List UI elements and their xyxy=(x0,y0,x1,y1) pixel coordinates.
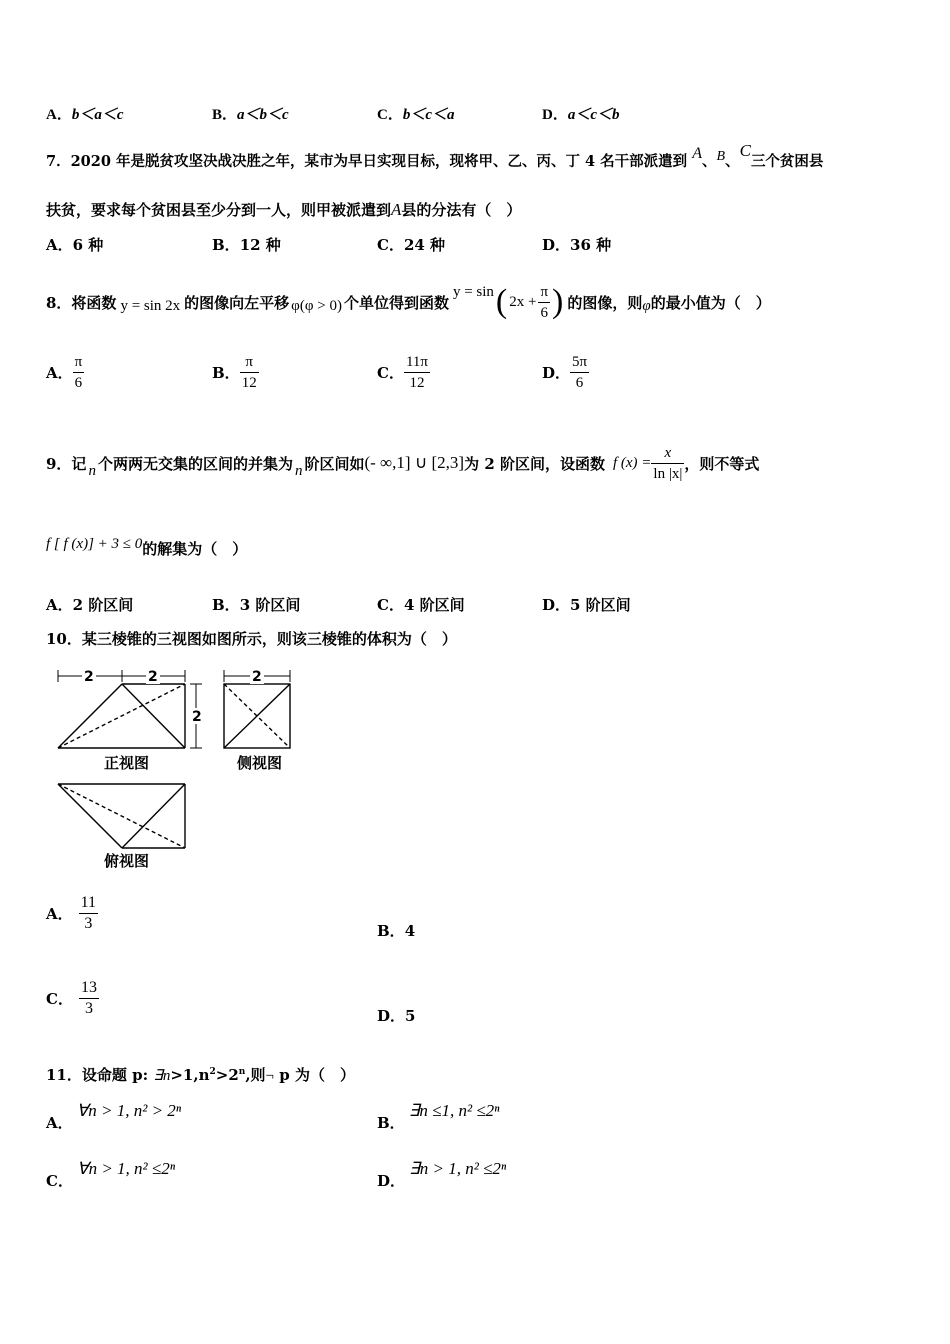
frac-num: x xyxy=(651,443,684,464)
q11-option-d[interactable] xyxy=(377,1158,507,1190)
q8-text: 的图像，则 xyxy=(567,293,643,312)
county-a: A xyxy=(692,145,703,162)
option-frac xyxy=(240,352,259,393)
option-label: B． xyxy=(377,1114,405,1132)
q7-text: 三个贫困县 xyxy=(750,153,824,170)
option-label: D． xyxy=(377,1172,406,1190)
option-label: B． xyxy=(212,107,238,123)
top-view-label: 俯视图 xyxy=(104,852,150,870)
option-label: A． xyxy=(46,236,73,254)
q10-stem: 10．某三棱锥的三视图如图所示，则该三棱锥的体积为（ ） xyxy=(46,630,457,648)
option-label: D． xyxy=(377,1007,406,1025)
frac-num: 13 xyxy=(79,978,99,999)
option-label: A． xyxy=(46,107,72,123)
q9-text: 9．记 xyxy=(46,454,87,473)
option-text: 5 阶区间 xyxy=(570,596,631,614)
option-frac xyxy=(570,352,589,393)
q8-option-a[interactable] xyxy=(46,352,84,393)
q8-option-c[interactable] xyxy=(377,352,430,393)
q11-text: p 为（ ） xyxy=(274,1066,355,1084)
q9-n: n xyxy=(294,462,303,479)
q9-text: 的解集为（ ） xyxy=(142,540,248,558)
q8-phi: φ xyxy=(642,297,651,314)
option-text: 2 阶区间 xyxy=(72,596,134,614)
option-text: 3 阶区间 xyxy=(239,596,301,614)
frac-num: 11 xyxy=(79,893,98,914)
option-expr: a＜b＜c xyxy=(237,107,289,123)
option-text: 4 xyxy=(404,922,416,940)
q9-text: ，则不等式 xyxy=(684,454,760,473)
option-label: C． xyxy=(46,1172,73,1190)
q10-option-c[interactable] xyxy=(46,978,99,1019)
q9-option-d[interactable] xyxy=(542,594,631,615)
option-label: C． xyxy=(377,364,404,382)
dim-label: 2 xyxy=(192,709,202,725)
option-expr: ∃n ≤1, n² ≤2ⁿ xyxy=(408,1101,500,1120)
q7-stem-line2 xyxy=(46,199,521,220)
option-text: 5 xyxy=(405,1007,416,1025)
option-label: D． xyxy=(542,364,571,382)
q8-text: 8．将函数 xyxy=(46,293,117,312)
q8-f1: y = sin 2x xyxy=(120,297,181,314)
option-label: B． xyxy=(212,364,240,382)
q7-option-d[interactable] xyxy=(542,234,611,255)
option-label: D． xyxy=(542,107,568,123)
q9-text: 个两两无交集的区间的并集为 xyxy=(97,454,293,473)
q7-stem-line1 xyxy=(46,141,824,171)
option-frac xyxy=(79,893,98,934)
option-label: A． xyxy=(46,596,73,614)
frac-num: π xyxy=(73,352,85,373)
q11-text: 11．设命题 p: xyxy=(46,1066,154,1084)
option-label: D． xyxy=(542,596,571,614)
option-label: B． xyxy=(212,236,240,254)
front-view-label: 正视图 xyxy=(104,754,150,772)
q9-option-c[interactable] xyxy=(377,594,465,615)
q8-f2: φ(φ > 0) xyxy=(291,297,342,314)
option-text: 24 种 xyxy=(403,236,446,254)
option-frac xyxy=(79,978,99,1019)
county-c: C xyxy=(739,141,751,160)
q11-text: ,则 xyxy=(245,1066,266,1084)
option-frac xyxy=(404,352,430,393)
q9-inequality: f [ f (x)] + 3 ≤ 0 xyxy=(46,536,143,552)
q9-option-b[interactable] xyxy=(212,594,300,615)
option-text: 36 种 xyxy=(570,236,612,254)
q7-text: 县的分法有（ ） xyxy=(401,201,522,219)
q6-option-c[interactable] xyxy=(377,103,455,124)
option-label: A． xyxy=(46,1114,73,1132)
q6-option-d[interactable] xyxy=(542,103,620,124)
option-expr: b＜a＜c xyxy=(71,107,124,123)
q6-option-a[interactable] xyxy=(46,103,124,124)
option-expr: b＜c＜a xyxy=(402,107,455,123)
dim-label: 2 xyxy=(148,669,158,685)
option-expr: ∀n > 1, n² ≤2ⁿ xyxy=(76,1159,176,1178)
q8-option-d[interactable] xyxy=(542,352,589,393)
q9-n: n xyxy=(88,462,96,479)
q7-option-c[interactable] xyxy=(377,234,445,255)
q8-text: 的图像向左平移 xyxy=(184,293,290,312)
option-expr: a＜c＜b xyxy=(567,107,620,123)
option-expr: ∃n > 1, n² ≤2ⁿ xyxy=(409,1159,507,1178)
q7-option-a[interactable] xyxy=(46,234,103,255)
q10-option-a[interactable] xyxy=(46,893,98,934)
q8-text: 个单位得到函数 xyxy=(343,293,449,312)
q9-stem xyxy=(46,438,759,488)
option-text: 6 种 xyxy=(72,236,104,254)
frac-num: π xyxy=(240,352,259,373)
frac-den: 6 xyxy=(575,375,584,391)
frac-den: 12 xyxy=(241,375,257,391)
county-var: A xyxy=(391,200,402,219)
dim-label: 2 xyxy=(84,669,94,685)
q9-frac xyxy=(651,443,684,484)
option-label: D． xyxy=(542,236,571,254)
separator: 、 xyxy=(725,153,740,170)
option-label: A． xyxy=(46,364,73,382)
q10-option-b[interactable] xyxy=(377,920,415,941)
top-view xyxy=(58,784,185,848)
option-expr: ∀n > 1, n² > 2ⁿ xyxy=(76,1101,182,1120)
frac-den: 12 xyxy=(409,375,425,391)
frac-den: 6 xyxy=(540,304,548,321)
three-view-figure xyxy=(50,664,300,874)
separator: 、 xyxy=(702,153,717,170)
q11-text: >1,n xyxy=(170,1066,210,1084)
negation-symbol: ¬ xyxy=(265,1068,275,1084)
dim-label: 2 xyxy=(252,669,262,685)
q8-f3a: y = sin xyxy=(452,283,494,300)
q9-option-a[interactable] xyxy=(46,594,133,615)
q10-option-d[interactable] xyxy=(377,1005,415,1026)
q11-option-c[interactable] xyxy=(46,1158,176,1190)
q8-stem xyxy=(46,280,771,324)
q11-option-a[interactable] xyxy=(46,1100,182,1132)
q6-option-b[interactable] xyxy=(212,103,289,124)
frac-num: 5π xyxy=(570,352,589,373)
option-text: 4 阶区间 xyxy=(403,596,465,614)
side-view-label: 侧视图 xyxy=(237,754,283,772)
q11-stem xyxy=(46,1064,355,1085)
option-label: A． xyxy=(46,905,73,923)
option-label: C． xyxy=(377,596,404,614)
option-frac xyxy=(73,352,85,393)
q11-exists: ∃n xyxy=(153,1068,171,1084)
frac-den: 6 xyxy=(74,375,83,391)
q7-text: 7．2020 年是脱贫攻坚决战决胜之年，某市为早日实现目标，现将甲、乙、丙、丁 4 名干部派遣到 xyxy=(46,153,688,170)
front-view xyxy=(58,670,202,748)
frac-num: 11π xyxy=(404,352,430,373)
option-label: B． xyxy=(212,596,240,614)
q9-interval: (- ∞,1] ∪ [2,3] xyxy=(364,453,465,472)
option-text: 12 种 xyxy=(239,236,281,254)
county-b: B xyxy=(716,149,726,164)
option-label: B． xyxy=(377,922,405,940)
frac-den: ln |x| xyxy=(653,465,683,482)
option-label: C． xyxy=(46,990,73,1008)
option-label: C． xyxy=(377,236,404,254)
left-paren: ( xyxy=(495,283,508,320)
q8-f3b: 2x + xyxy=(509,293,537,310)
option-label: C． xyxy=(377,107,403,123)
q8-text: 的最小值为（ ） xyxy=(650,293,771,312)
q11-sup: 2 xyxy=(209,1067,216,1077)
q9-fx: f (x) = xyxy=(612,454,652,471)
frac-den: 3 xyxy=(84,915,93,932)
q9-text: 阶区间如 xyxy=(304,454,365,473)
frac-den: 3 xyxy=(84,1000,93,1017)
frac-num: π xyxy=(538,282,550,303)
q11-option-b[interactable] xyxy=(377,1100,500,1132)
q7-text: 扶贫，要求每个贫困县至少分到一人，则甲被派遣到 xyxy=(46,201,392,219)
q9-text: 为 2 阶区间，设函数 xyxy=(464,454,605,473)
q8-frac xyxy=(538,282,550,323)
q11-text: >2 xyxy=(215,1066,239,1084)
q9-stem-line2 xyxy=(46,538,247,559)
q11-sup: n xyxy=(238,1067,246,1077)
right-paren: ) xyxy=(552,283,564,320)
q7-option-b[interactable] xyxy=(212,234,281,255)
q8-option-b[interactable] xyxy=(212,352,259,393)
